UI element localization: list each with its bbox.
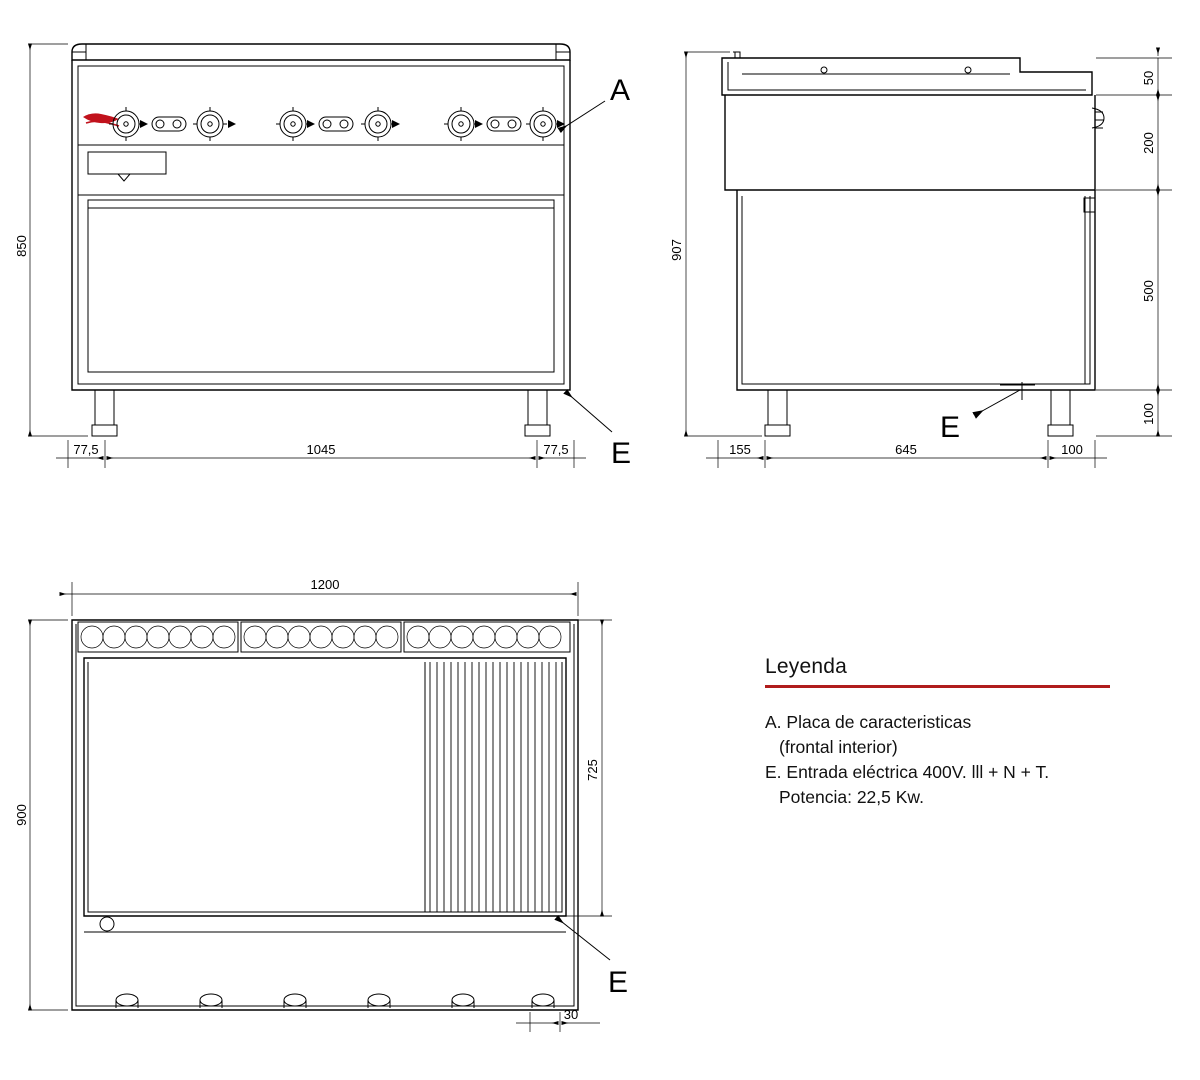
callout-e-top [557,918,628,999]
side-view [669,48,1172,468]
dim-100-height: 100 [1141,403,1156,425]
dim-900: 900 [14,804,29,826]
dim-side-height [669,52,762,436]
knob-group-1 [109,107,236,141]
dim-907: 907 [669,239,684,261]
legend-item-a: A. Placa de caracteristicas [765,711,972,732]
dim-30: 30 [563,1007,579,1022]
legend-item-e-sub: Potencia: 22,5 Kw. [779,786,924,807]
legend-divider [765,685,1110,688]
dim-top-offset [516,1007,600,1032]
callout-label-a: A [610,74,631,107]
dim-side-depth [706,440,1107,468]
legend-title: Leyenda [765,655,847,678]
dim-725: 725 [585,759,600,781]
dim-155: 155 [729,442,751,457]
dim-top-width [60,577,578,616]
dim-645: 645 [895,442,917,457]
dim-100-depth: 100 [1061,442,1083,457]
legend [765,655,1145,810]
callout-label-e-front: E [611,437,632,470]
dim-77-5-right: 77,5 [543,442,569,457]
dim-850: 850 [14,235,29,257]
callout-e-side [940,382,1035,444]
legend-item-e: E. Entrada eléctrica 400V. lll + N + T. [765,761,1050,782]
knob-group-2 [276,107,400,141]
dim-1045: 1045 [306,442,336,457]
dim-77-5-left: 77,5 [73,442,99,457]
dim-front-width [56,440,586,468]
dim-front-height [14,44,88,436]
dim-500: 500 [1141,280,1156,302]
callout-label-e-top: E [608,966,629,999]
rating-plate [88,152,166,181]
callout-label-e-side: E [940,411,961,444]
rear-grilles [78,622,570,652]
dim-top-plate-depth [566,620,612,916]
dim-top-depth [14,620,68,1010]
dim-200: 200 [1141,132,1156,154]
knob-group-3 [444,107,565,141]
front-view [14,44,631,470]
top-view [14,577,628,1032]
dim-1200: 1200 [310,577,340,592]
dim-50: 50 [1141,70,1156,86]
dim-side-stack [1096,48,1172,436]
legend-item-a-sub: (frontal interior) [779,736,898,757]
